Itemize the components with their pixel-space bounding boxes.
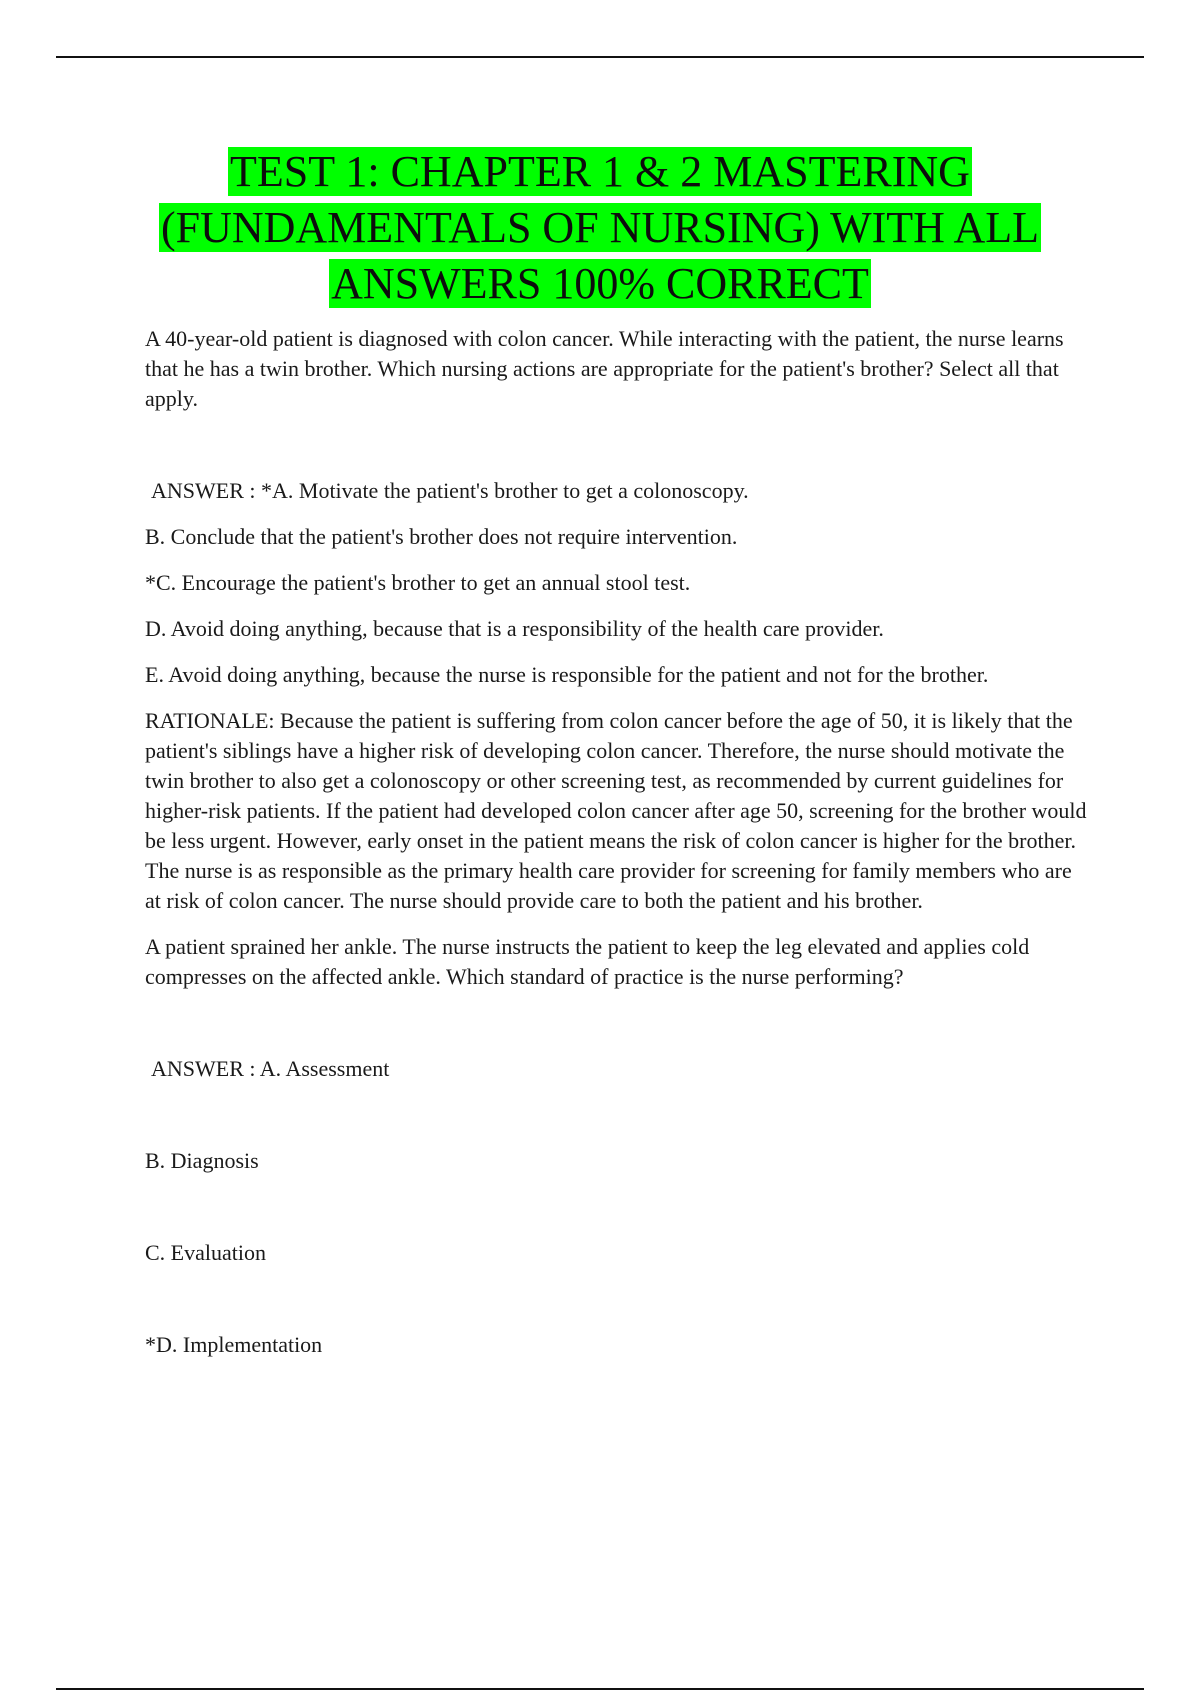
question-1-option-c: *C. Encourage the patient's brother to get an annual stool test. <box>145 570 691 595</box>
question-1-stem: A 40-year-old patient is diagnosed with colon cancer. While interacting with the patient, the nurse learns that he has a twin brother. Which nursing actions are appropriate for the patient's brother? Select all that apply. <box>145 326 1064 411</box>
question-2-answer: ANSWER : A. Assessment <box>151 1056 390 1081</box>
title-highlight: TEST 1: CHAPTER 1 & 2 MASTERING (FUNDAMENTALS OF NURSING) WITH ALL ANSWERS 100% CORRECT <box>160 147 1040 308</box>
question-2-option-b: B. Diagnosis <box>145 1148 259 1173</box>
document-title <box>60 144 1140 312</box>
document-body <box>145 324 1090 1360</box>
question-2-option-c: C. Evaluation <box>145 1240 266 1265</box>
top-rule <box>56 56 1144 58</box>
question-2-option-d: *D. Implementation <box>145 1332 323 1357</box>
question-1-option-e: E. Avoid doing anything, because the nurse is responsible for the patient and not for the brother. <box>145 662 989 687</box>
question-1-rationale: RATIONALE: Because the patient is suffering from colon cancer before the age of 50, it is likely that the patient's siblings have a higher risk of developing colon cancer. Therefore, the nurse should motivate the twin brother to also get a colonoscopy or other screening test, as recommended by current guidelines for higher-risk patients. If the patient had developed colon cancer after age 50, screening for the brother would be less urgent. However, early onset in the patient means the risk of colon cancer is higher for the brother. The nurse is as responsible as the primary health care provider for screening for family members who are at risk of colon cancer. The nurse should provide care to both the patient and his brother. <box>145 708 1087 913</box>
question-2-stem: A patient sprained her ankle. The nurse instructs the patient to keep the leg elevated and applies cold compresses on the affected ankle. Which standard of practice is the nurse performing? <box>145 934 1030 989</box>
question-1-option-d: D. Avoid doing anything, because that is a responsibility of the health care provider. <box>145 616 884 641</box>
question-1-answer: ANSWER : *A. Motivate the patient's brother to get a colonoscopy. <box>151 478 749 503</box>
bottom-rule <box>56 1688 1144 1690</box>
question-1-option-b: B. Conclude that the patient's brother does not require intervention. <box>145 524 738 549</box>
